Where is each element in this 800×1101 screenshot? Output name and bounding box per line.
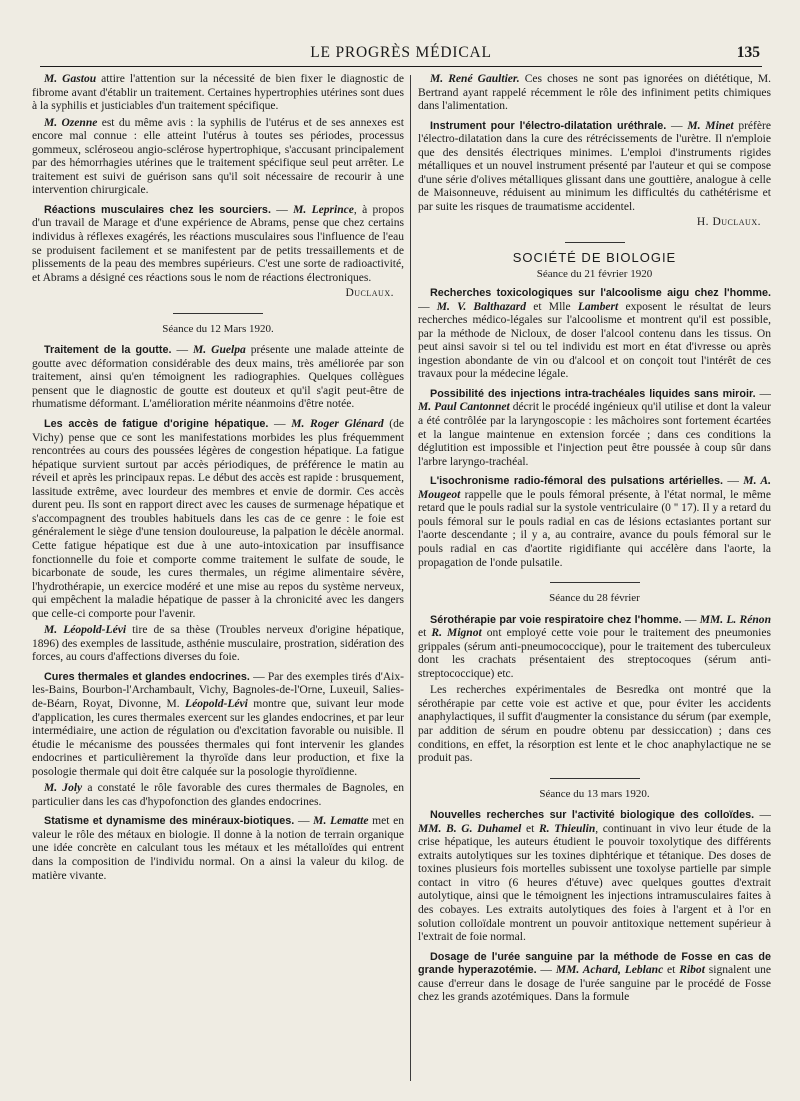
seance-13-mars: Séance du 13 mars 1920. bbox=[418, 778, 771, 802]
paragraph-alcoolisme: Recherches toxicologiques sur l'alcoolisme aigu chez l'homme. — M. V. Balthazard et Mlle Lambert exposent le résultat de leurs recherches médico-légales sur l'alcoolisme et montrent qu'il est possible, par la méthode de Nicloux, de doser l'alcool contenu dans les tissus. On peut ainsi savoir si tel ou tel individu est mort en état d'ivresse ou après ingestion abondante de vin ou d'alcool et on conçoit tout l'intérêt de ces travaux pour la médecine légale. bbox=[418, 287, 771, 381]
paragraph-electro-dilatation: Instrument pour l'électro-dilatation uréthrale. — M. Minet préfère l'électro-dilatation dans la cure des rétrécissements de l'urètre. Il n'emploie que des densités électriques minimes. L'emploi d'instruments rigides métalliques et un nouvel instrument présenté par l'auteur et qui se compose d'une série d'olives métalliques glissant dans une gouttière, analogue à celle de Maisonneuve, réduisent au minimum les difficultés du cathétérisme et par suite les risques de traumatisme accidentel. bbox=[418, 119, 771, 213]
signature-duclaux: Duclaux. bbox=[345, 287, 394, 300]
paragraph-gaultier: M. René Gaultier. Ces choses ne sont pas ignorées on diététique, M. Bertrand ayant rappelé récemment le rôle des infiniment petits chimiques dans l'alimentation. bbox=[418, 73, 771, 113]
section-societe-de-biologie: SOCIÉTÉ DE BIOLOGIE bbox=[418, 242, 771, 265]
paragraph-leopold-levi: M. Léopold-Lévi tire de sa thèse (Troubles nerveux d'origine hépatique, 1896) des exemples de lassitude, asthénie musculaire, prostration, sidération des forces, au cours d'affections diverses du foie. bbox=[32, 624, 404, 664]
paragraph-cures-thermales: Cures thermales et glandes endocrines. — Par des exemples tirés d'Aix-les-Bains, Bourbon-l'Archambault, Vichy, Bagnoles-de-l'Orne, Luxeuil, Salies-de-Béarn, Royat, Divonne, M. Léopold-Lévi montre que, suivant leur mode d'application, les cures thermales exercent sur les glandes endocrines, et par leur intermédiaire, une action de régulation ou d'excitation favorable ou nuisible. Il étudie le mécanisme des poussées thermales qui font intervenir les glandes endocrines et particulièrement la thyroïde dans leur production, et fixe la posologie thermale qui doit être calquée sur la posologie thyroïdienne. bbox=[32, 670, 404, 778]
page-number: 135 bbox=[736, 44, 760, 61]
left-column bbox=[32, 73, 404, 1083]
paragraph-ozenne: M. Ozenne est du même avis : la syphilis de l'utérus et de ses annexes est encore mal connue : elle atteint l'utérus à toutes ses périodes, processus gommeux, scléroseou angio-sclérose hypertrophique, s'accusant principalement par des hémorrhagies utérines que le traitement spécifique seul peut arrêter. Le traitement est suivi de guérison sans qu'il soit nécessaire de recourir à une intervention chirurgicale. bbox=[32, 116, 404, 197]
paragraph-fatigue-hepatique: Les accès de fatigue d'origine hépatique. — M. Roger Glénard (de Vichy) pense que ce sont les manifestations morbides les plus fréquemment rencontrées au cours des poussées légères de congestion hépatique. La fatigue hépatique survient surtout par accès périodiques, de préférence le matin au réveil et après les principaux repas. Le début des accès est rapide : brusquement, lassitude extrême, avec lourdeur des membres et envie de dormir. Ces accès durent peu. Ils sont en rapport direct avec les causes de surmenage hépatique et s'accompagnent des troubles habituels dans les cas de ce genre : le foie est généralement le siège d'une tension douloureuse, la palpation le décèle anormal. Cette fatigue hépatique est due à une auto-intoxication par insuffisance fonctionnelle du foie et comporte comme traitement le sulfate de soude, le bicarbonate de soude, les cures thermales, un régime alimentaire sévère, l'hydrothérapie, un exercice modéré et une mise au repos du système nerveux, qui empêchent la maladie hépatique de passer à la chronicité avec les dangers que celle-ci comporte pour l'avenir. bbox=[32, 418, 404, 620]
seance-12-mars: Séance du 12 Mars 1920. bbox=[32, 313, 404, 337]
paragraph-isochronisme: L'isochronisme radio-fémoral des pulsations artérielles. — M. A. Mougeot rappelle que le pouls fémoral présente, à l'état normal, le même retard que le pouls radial sur la systole ventriculaire (0 '' 17). Il y a retard du pouls fémoral sur le pouls radial en cas de lésions ectasiantes portant sur l'aorte descendante ; il y a, au contraire, avance du pouls fémoral sur le pouls radial en cas d'aortite rigidifiante qui accélère dans l'aorte, la propagation de l'onde pulsatile. bbox=[418, 475, 771, 569]
paragraph-colloides: Nouvelles recherches sur l'activité biologique des colloïdes. — MM. B. G. Duhamel et R. Thieulin, continuant in vivo leur étude de la crise hépatique, les auteurs étudient le pouvoir toxolytique des différents extraits autolytiques sur les toxines diphtérique et tétanique. Des doses de toxines plusieurs fois mortelles subissent une toxolyse partielle par simple contact in vitro (6 heures d'étuve) avec quelques gouttes d'extrait autolytique, ainsi que le témoignent les injections intramusculaires faites à des cobayes. Les extraits autolytiques des foies à l'argent et à l'or en solution colloïdale montrent un pouvoir antitoxique nettement supérieur à l'extrait de foie normal. bbox=[418, 809, 771, 944]
paragraph-injections-intra-tracheales: Possibilité des injections intra-trachéales liquides sans miroir. — M. Paul Cantonnet décrit le procédé ingénieux qu'il utilise et dont la valeur a été contrôlée par la laryngoscopie : les mâchoires sont fortement écartées et la langue maintenue en extension forcée ; dans ces conditions la déglutition est impossible et l'injection peut être poussée à coup sûr dans l'arbre laryngo-trachéal. bbox=[418, 387, 771, 468]
seance-21-fevrier: Séance du 21 février 1920 bbox=[536, 267, 653, 280]
running-head bbox=[40, 40, 762, 67]
paragraph-uree-sanguine: Dosage de l'urée sanguine par la méthode de Fosse en cas de grande hyperazotémie. — MM. Achard, Leblanc et Ribot signalent une cause d'erreur dans le dosage de l'urée sanguine par le procédé de Fosse chez les grands azotémiques. Dans la formule bbox=[418, 950, 771, 1004]
paragraph-serotherapie: Sérothérapie par voie respiratoire chez l'homme. — MM. L. Rénon et R. Mignot ont employé cette voie pour le traitement des pneumonies grippales (sérum anti-pneumococcique), pour le traitement des tuberculeux dont les crachats présentaient des streptocoques (sérum anti-streptococcique) etc. bbox=[418, 613, 771, 680]
paragraph-besredka: Les recherches expérimentales de Besredka ont montré que la sérothérapie par cette voie est active et que, pour éviter les accidents anaphylactiques, il suffit d'augmenter la consistance du sérum (par exemple, par addition de sérum en poudre obtenu par dessiccation) ; dans ces conditions, en effet, la résorption est lente et le choc anaphylactique ne se produit pas. bbox=[418, 684, 771, 765]
journal-title: LE PROGRÈS MÉDICAL bbox=[310, 44, 492, 61]
seance-28-fevrier: Séance du 28 février bbox=[418, 582, 771, 606]
paragraph-gastou: M. Gastou attire l'attention sur la nécessité de bien fixer le diagnostic de fibrome avant d'établir un traitement. Certaines hypertrophies utérines sont dues à la syphilis et justiciables d'un traitement spécifique. bbox=[32, 73, 404, 113]
signature-h-duclaux: H. Duclaux. bbox=[696, 216, 761, 229]
paragraph-joly: M. Joly a constaté le rôle favorable des cures thermales de Bagnoles, en particulier dans les cas d'hypofonction des glandes endocrines. bbox=[32, 782, 404, 808]
right-column bbox=[418, 73, 771, 1083]
paragraph-goutte: Traitement de la goutte. — M. Guelpa présente une malade atteinte de goutte avec déformation considérable des deux mains, très améliorée par son traitement, ainsi qu'en témoignent les radiographies. Quelques collègues pensent que le diagnostic de goutte est douteux et qu'il s'agit peut-être de rhumatisme déformant. L'amélioration mérite néanmoins d'être notée. bbox=[32, 344, 404, 411]
paragraph-statisme-dynamisme: Statisme et dynamisme des minéraux-biotiques. — M. Lematte met en valeur le rôle des métaux en biologie. Il donne à la notion de terrain organique une idée concrète en calculant tous les métaux et les métalloïdes qui entrent dans la composition de l'individu normal. On a ainsi la valeur du kilog. de matière vivante. bbox=[32, 815, 404, 882]
paragraph-reactions-musculaires: Réactions musculaires chez les sourciers. — M. Leprince, à propos d'un travail de Marage et d'une expérience de Abrams, pense que chez certains individus à réflexes exagérés, les réactions musculaires sous l'influence de l'eau se produisent facilement et se manifestent par de petits tressaillements et de plissements de la peau des membres supérieurs. C'est une sorte de radioactivité, et Abrams a désigné ces réactions sous le nom de réactions électroniques. bbox=[32, 203, 404, 284]
column-separator bbox=[410, 75, 411, 1081]
